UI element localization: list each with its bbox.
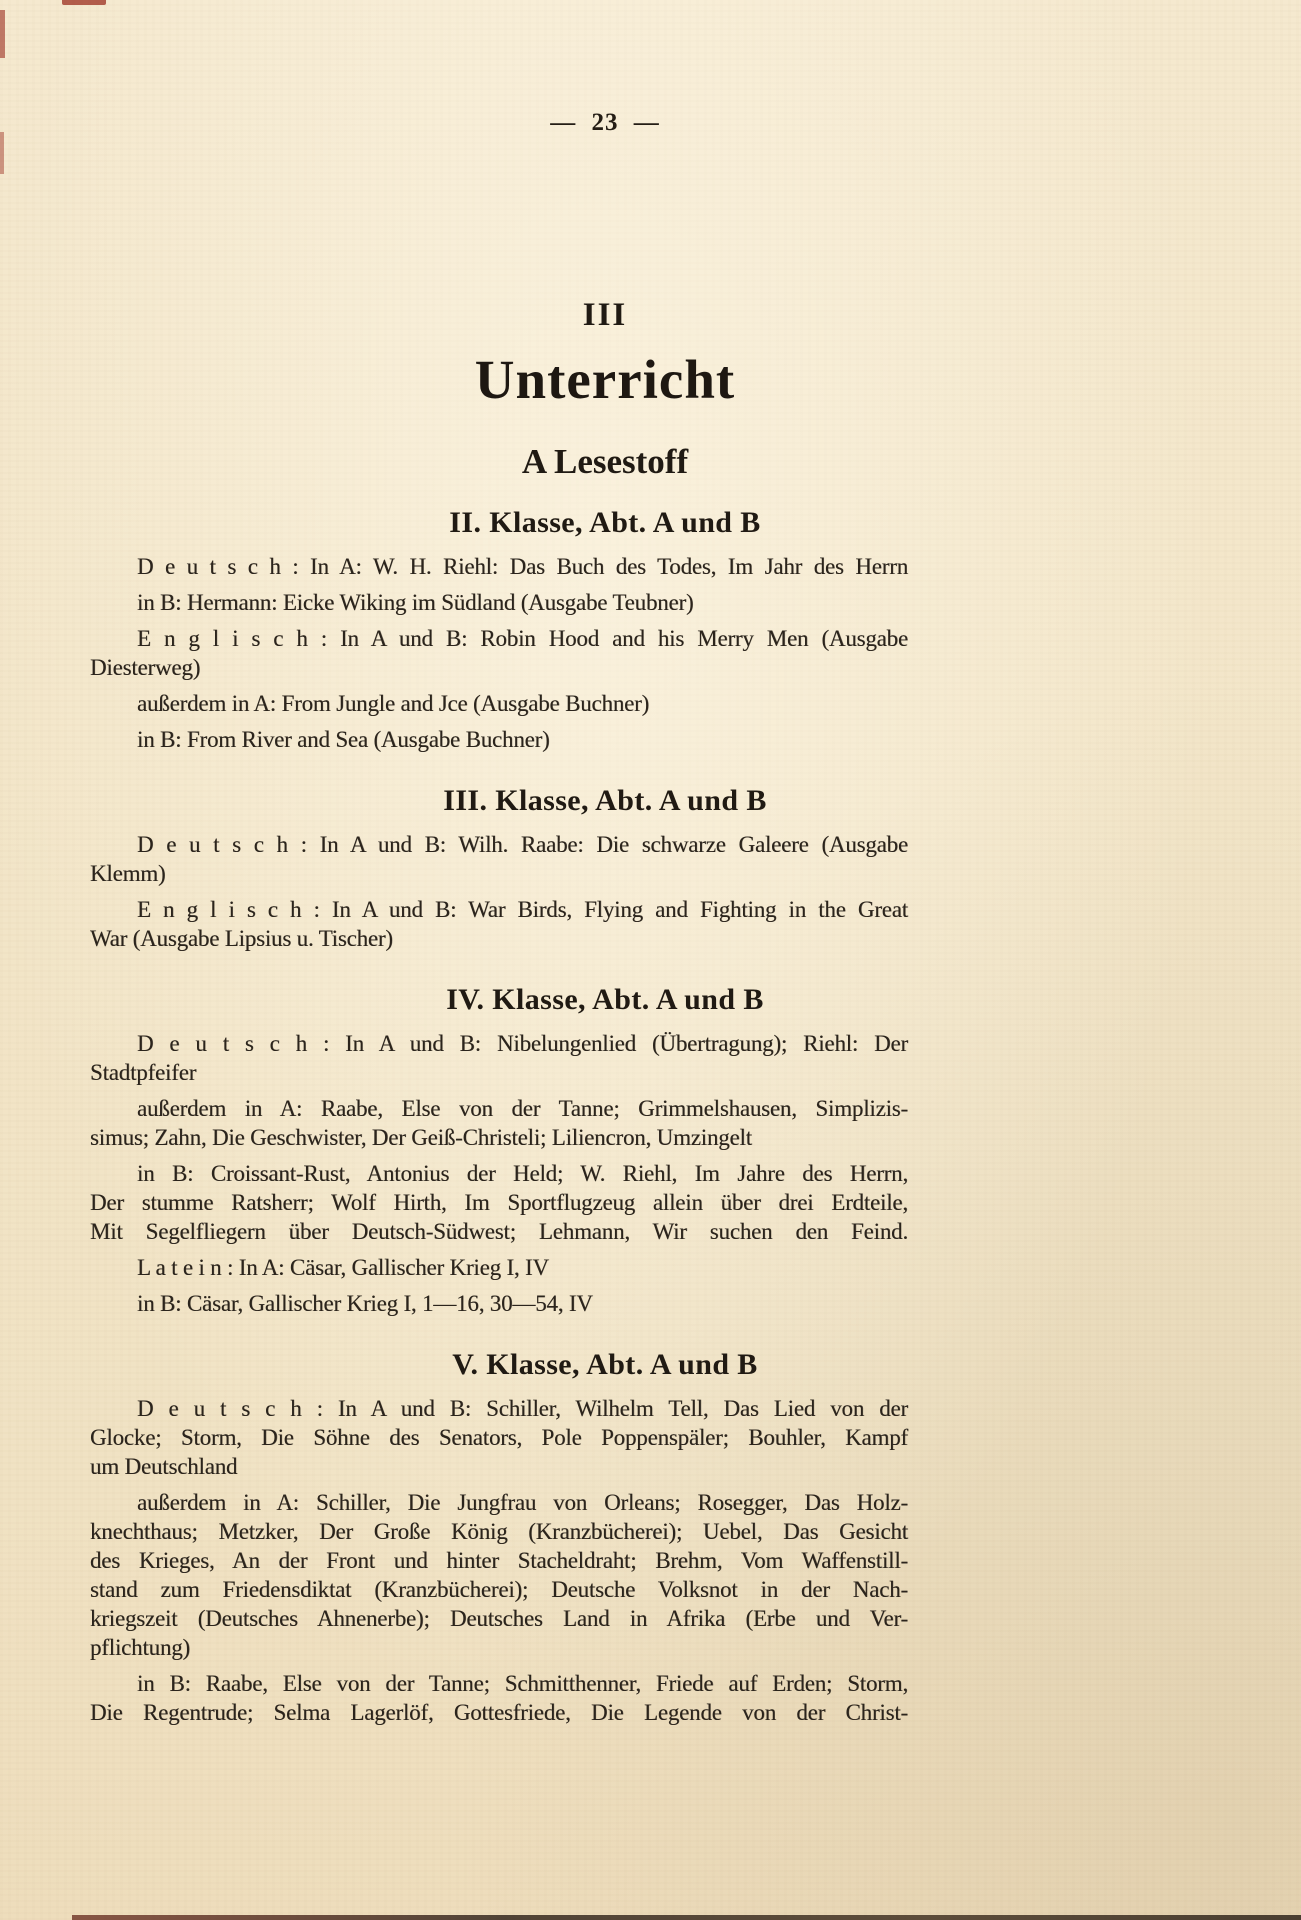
text-line: Glocke; Storm, Die Söhne des Senators, Pole Poppenspäler; Bouhler, Kampf xyxy=(90,1425,908,1450)
section-paragraphs xyxy=(90,1394,908,1727)
text-line: D e u t s c h : In A: W. H. Riehl: Das Buch des Todes, Im Jahr des Herrn xyxy=(137,554,908,579)
paragraph xyxy=(90,689,908,718)
scan-edge-artifact xyxy=(0,10,5,58)
scan-edge-artifact xyxy=(0,132,4,174)
text-line: in B: From River and Sea (Ausgabe Buchner) xyxy=(137,727,550,752)
page-number: — 23 — xyxy=(550,109,660,136)
text-line: pflichtung) xyxy=(90,1635,190,1660)
paragraph xyxy=(90,895,908,953)
class-section xyxy=(90,784,908,953)
paragraph xyxy=(90,1159,908,1246)
section-heading: V. Klasse, Abt. A und B xyxy=(452,1348,758,1381)
section-heading: IV. Klasse, Abt. A und B xyxy=(446,983,764,1016)
text-line: War (Ausgabe Lipsius u. Tischer) xyxy=(90,926,393,951)
page-title: Unterricht xyxy=(474,349,736,410)
part-number: III xyxy=(582,297,628,333)
scan-bottom-edge xyxy=(72,1915,1301,1920)
section-heading: III. Klasse, Abt. A und B xyxy=(443,784,767,817)
text-line: D e u t s c h : In A und B: Nibelungenlied (Übertragung); Riehl: Der xyxy=(137,1031,908,1056)
text-line: Die Regentrude; Selma Lagerlöf, Gottesfriede, Die Legende von der Christ- xyxy=(90,1700,908,1725)
text-line: E n g l i s c h : In A und B: War Birds, Flying and Fighting in the Great xyxy=(137,897,908,922)
sections-container xyxy=(90,506,908,1727)
paragraph xyxy=(90,588,908,617)
text-line: in B: Raabe, Else von der Tanne; Schmitthenner, Friede auf Erden; Storm, xyxy=(137,1671,908,1696)
section-paragraphs xyxy=(90,552,908,754)
text-line: E n g l i s c h : In A und B: Robin Hood and his Merry Men (Ausgabe xyxy=(137,626,908,651)
text-line: Der stumme Ratsherr; Wolf Hirth, Im Sportflugzeug allein über drei Erdteile, xyxy=(90,1190,908,1215)
text-line: außerdem in A: Schiller, Die Jungfrau von Orleans; Rosegger, Das Holz- xyxy=(137,1490,908,1515)
paragraph xyxy=(90,1094,908,1152)
paragraph xyxy=(90,1253,908,1282)
paragraph xyxy=(90,1289,908,1318)
text-line: in B: Hermann: Eicke Wiking im Südland (Ausgabe Teubner) xyxy=(137,590,694,615)
text-line: simus; Zahn, Die Geschwister, Der Geiß-Christeli; Liliencron, Umzingelt xyxy=(90,1125,752,1150)
text-line: außerdem in A: Raabe, Else von der Tanne; Grimmelshausen, Simplizis- xyxy=(137,1096,908,1121)
paragraph xyxy=(90,725,908,754)
paragraph xyxy=(90,624,908,682)
text-column xyxy=(90,0,908,1727)
text-line: knechthaus; Metzker, Der Große König (Kranzbücherei); Uebel, Das Gesicht xyxy=(90,1519,908,1544)
text-line: in B: Croissant-Rust, Antonius der Held; W. Riehl, Im Jahre des Herrn, xyxy=(137,1161,908,1186)
paragraph xyxy=(90,1029,908,1087)
paragraph xyxy=(90,1394,908,1481)
text-line: L a t e i n : In A: Cäsar, Gallischer Krieg I, IV xyxy=(137,1255,549,1280)
paragraph xyxy=(90,830,908,888)
text-line: Stadtpfeifer xyxy=(90,1060,197,1085)
text-line: des Krieges, An der Front und hinter Stacheldraht; Brehm, Vom Waffenstill- xyxy=(90,1548,908,1573)
paragraph xyxy=(90,552,908,581)
text-line: Diesterweg) xyxy=(90,655,201,680)
page-subtitle: A Lesestoff xyxy=(521,442,689,481)
class-section xyxy=(90,1348,908,1727)
class-section xyxy=(90,506,908,754)
section-paragraphs xyxy=(90,1029,908,1318)
text-line: um Deutschland xyxy=(90,1454,238,1479)
text-line: Mit Segelfliegern über Deutsch-Südwest; Lehmann, Wir suchen den Feind. xyxy=(90,1219,908,1244)
text-line: in B: Cäsar, Gallischer Krieg I, 1—16, 30—54, IV xyxy=(137,1291,593,1316)
section-heading: II. Klasse, Abt. A und B xyxy=(449,506,761,539)
paragraph xyxy=(90,1669,908,1727)
text-line: D e u t s c h : In A und B: Schiller, Wilhelm Tell, Das Lied von der xyxy=(137,1396,908,1421)
section-paragraphs xyxy=(90,830,908,953)
text-line: Klemm) xyxy=(90,861,166,886)
paragraph xyxy=(90,1488,908,1662)
class-section xyxy=(90,983,908,1318)
text-line: stand zum Friedensdiktat (Kranzbücherei); Deutsche Volksnot in der Nach- xyxy=(90,1577,908,1602)
text-line: kriegszeit (Deutsches Ahnenerbe); Deutsches Land in Afrika (Erbe und Ver- xyxy=(90,1606,908,1631)
text-line: außerdem in A: From Jungle and Jce (Ausgabe Buchner) xyxy=(137,691,650,716)
text-line: D e u t s c h : In A und B: Wilh. Raabe: Die schwarze Galeere (Ausgabe xyxy=(137,832,908,857)
